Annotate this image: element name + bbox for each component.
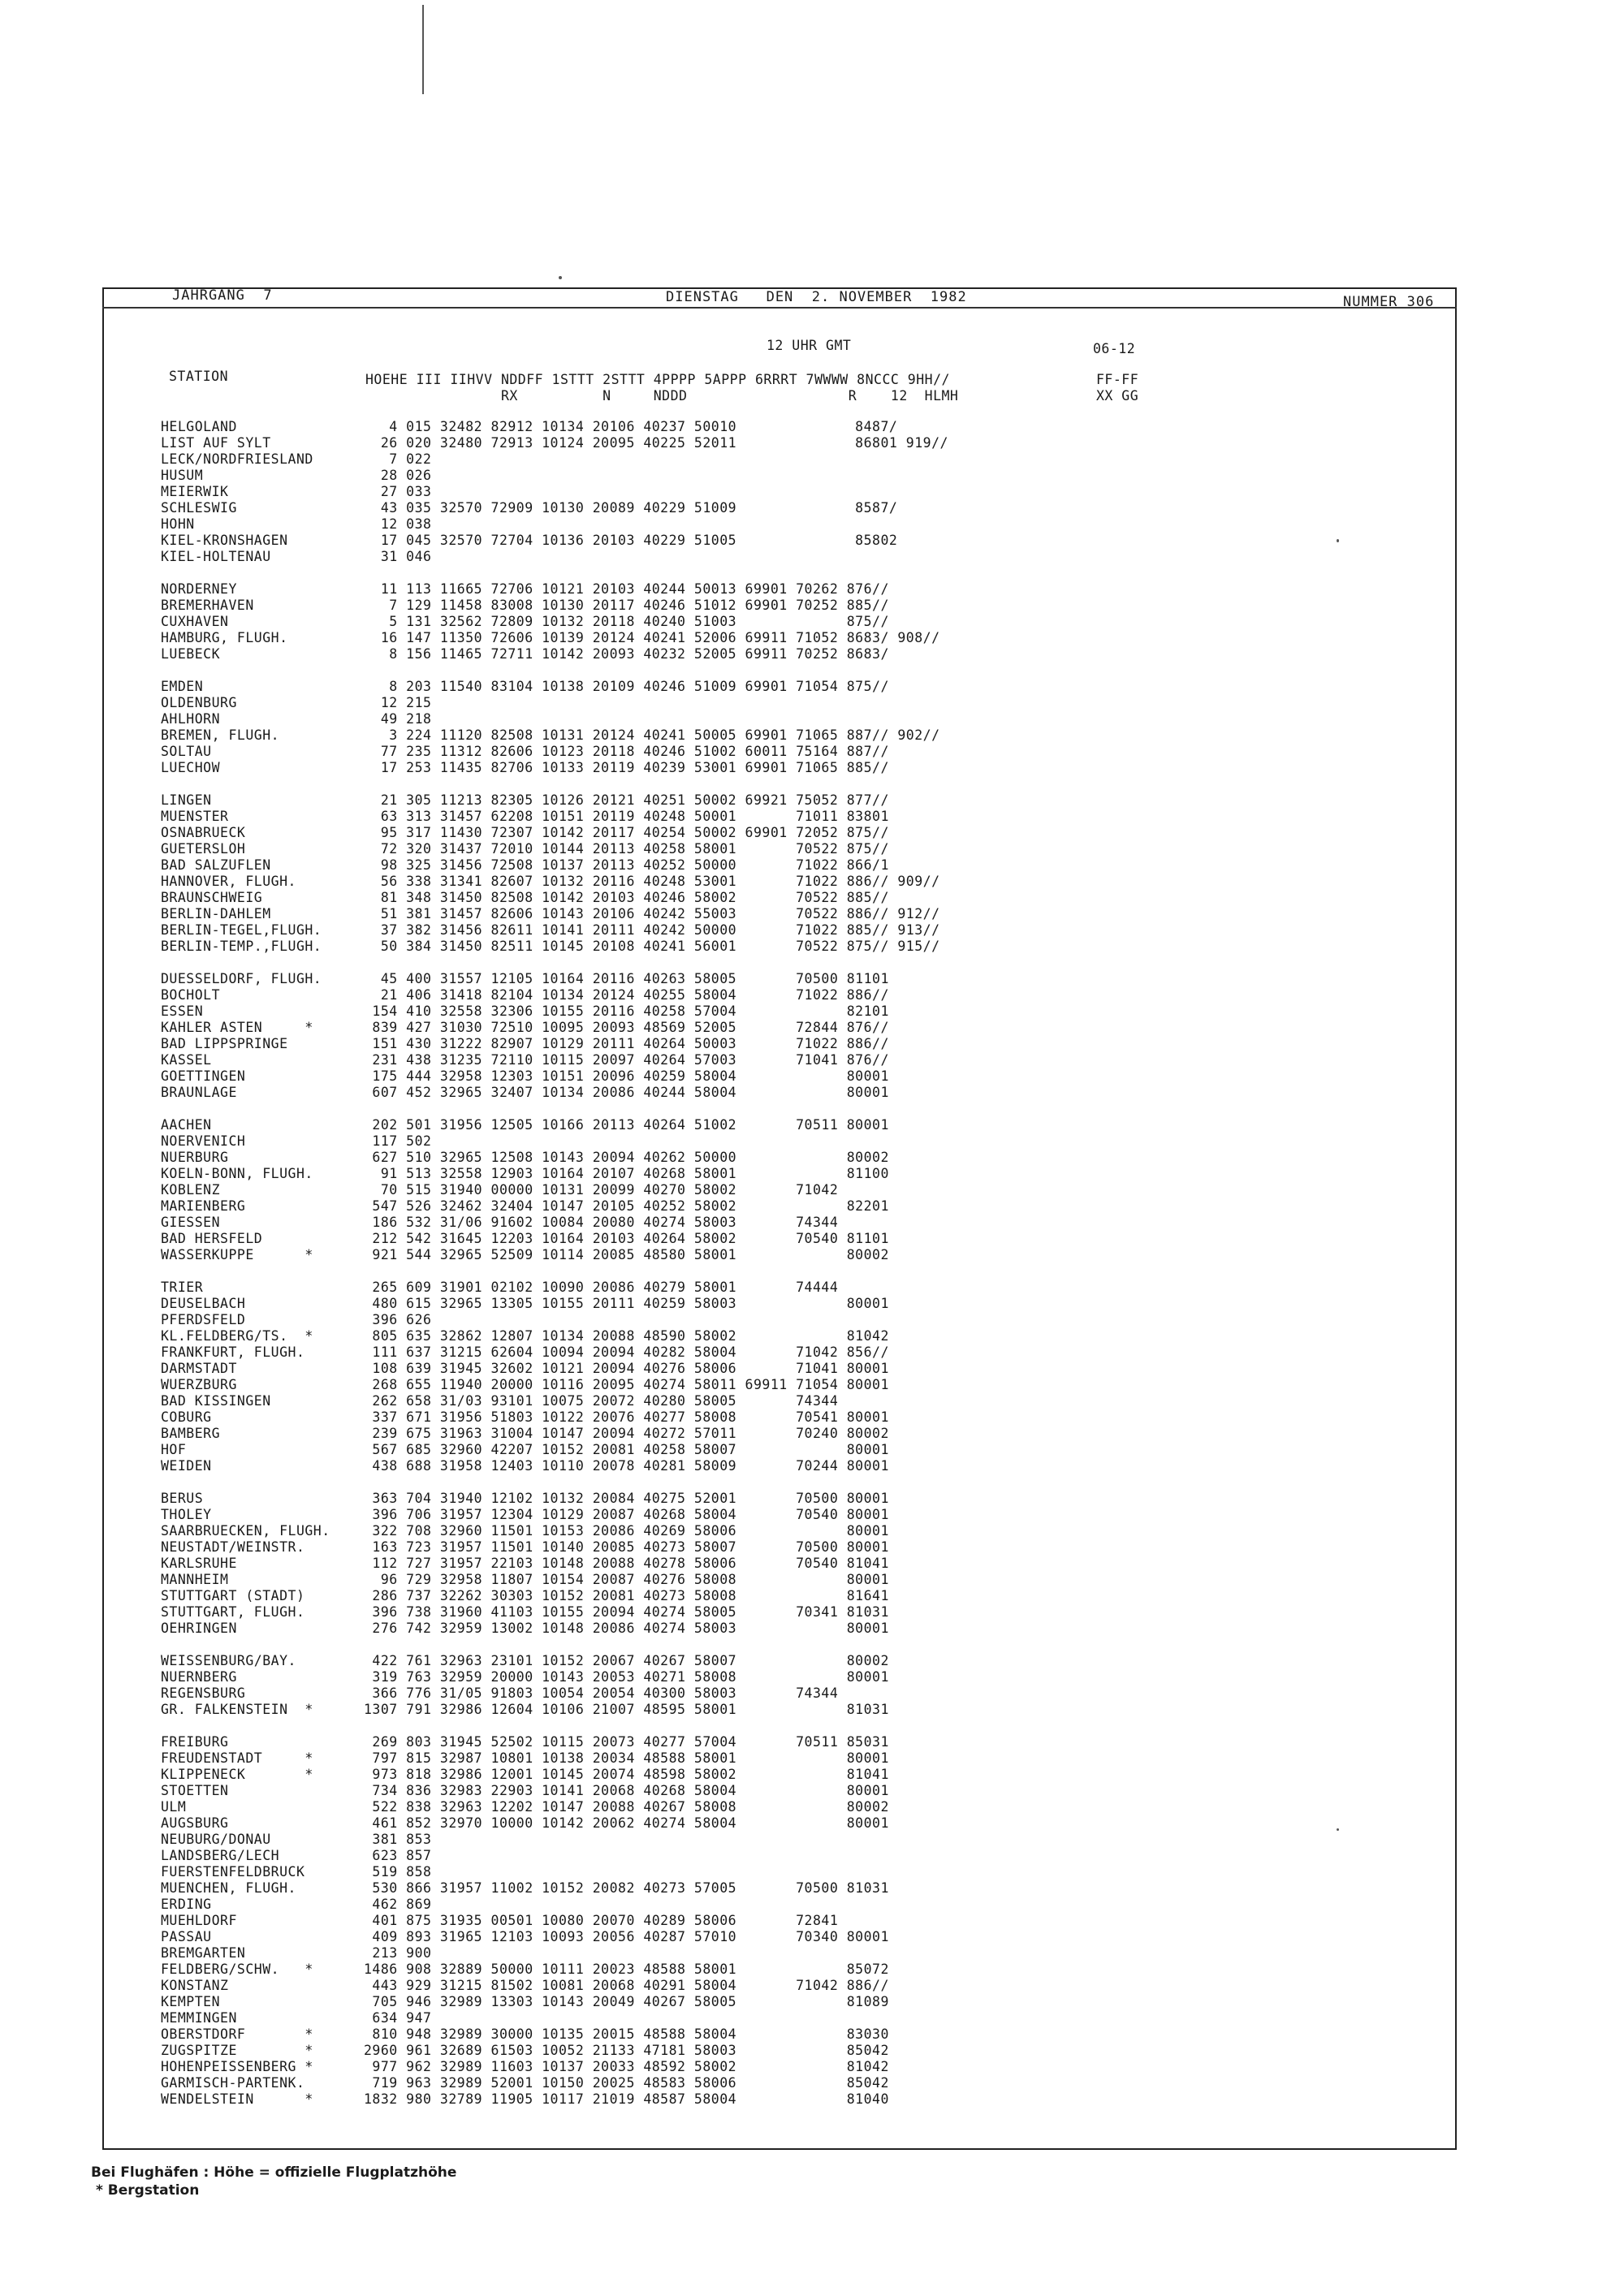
table-row: 409 893 31965 12103 10093 20056 40287 57010 70340 80001 (364, 1929, 889, 1944)
table-row: 810 948 32989 30000 10135 20015 48588 58004 83030 (364, 2026, 889, 2042)
station-name: DEUSELBACH (161, 1296, 246, 1311)
ff-period-label: 06-12 (1093, 341, 1136, 356)
station-name: AHLHORN (161, 711, 221, 727)
table-row: 422 761 32963 23101 10152 20067 40267 58007 80002 (364, 1653, 889, 1668)
station-name: WEISSENBURG/BAY. (161, 1653, 296, 1668)
table-row: 154 410 32558 32306 10155 20116 40258 57004 82101 (364, 1003, 889, 1019)
table-row: 7 129 11458 83008 10130 20117 40246 51012 69901 70252 885// (364, 598, 889, 613)
station-name: KARLSRUHE (161, 1556, 237, 1571)
station-name: BOCHOLT (161, 987, 221, 1003)
group-spacer (161, 662, 330, 679)
group-spacer (364, 1474, 948, 1491)
station-name: SCHLESWIG (161, 500, 237, 516)
table-row: 43 035 32570 72909 10130 20089 40229 51009 8587/ (364, 500, 898, 516)
station-name: MANNHEIM (161, 1572, 229, 1587)
station-name: GIESSEN (161, 1215, 221, 1230)
table-row: 21 406 31418 82104 10134 20124 40255 58004 71022 886// (364, 987, 889, 1003)
station-name: PASSAU (161, 1929, 212, 1944)
table-row: 50 384 31450 82511 10145 20108 40241 56001 70522 875// 915// (364, 939, 940, 954)
station-name: LIST AUF SYLT (161, 435, 271, 451)
station-name: OLDENBURG (161, 695, 237, 710)
station-name: OSNABRUECK (161, 825, 246, 840)
table-row: 12 038 (364, 516, 432, 532)
table-row: 1832 980 32789 11905 10117 21019 48587 58004 81040 (364, 2091, 889, 2107)
station-name: HUSUM (161, 468, 204, 483)
station-name: WUERZBURG (161, 1377, 237, 1392)
station-name: STUTTGART (STADT) (161, 1588, 305, 1603)
table-row: 438 688 31958 12403 10110 20078 40281 58009 70244 80001 (364, 1458, 889, 1474)
group-spacer (364, 776, 948, 792)
table-row: 519 858 (364, 1864, 432, 1880)
group-spacer (364, 1263, 948, 1280)
station-name: HOF (161, 1442, 187, 1457)
table-row: 480 615 32965 13305 10155 20111 40259 58003 80001 (364, 1296, 889, 1311)
table-row: 11 113 11665 72706 10121 20103 40244 50013 69901 70262 876// (364, 581, 889, 597)
table-row: 461 852 32970 10000 10142 20062 40274 58004 80001 (364, 1815, 889, 1831)
station-name: BERLIN-TEMP.,FLUGH. (161, 939, 322, 954)
group-spacer (364, 1718, 948, 1734)
table-row: 401 875 31935 00501 10080 20070 40289 58006 72841 (364, 1913, 839, 1928)
station-name: MEIERWIK (161, 484, 229, 499)
table-row: 108 639 31945 32602 10121 20094 40276 58006 71041 80001 (364, 1361, 889, 1376)
table-row: 239 675 31963 31004 10147 20094 40272 57011 70240 80002 (364, 1426, 889, 1441)
station-name: EMDEN (161, 679, 204, 694)
column-header-line2: RX N NDDD R 12 HLMH (365, 388, 959, 404)
table-row: 186 532 31/06 91602 10084 20080 40274 58003 74344 (364, 1215, 839, 1230)
table-row: 17 253 11435 82706 10133 20119 40239 53001 69901 71065 885// (364, 760, 889, 775)
table-row: 63 313 31457 62208 10151 20119 40248 50001 71011 83801 (364, 809, 889, 824)
table-row: 719 963 32989 52001 10150 20025 48583 58006 85042 (364, 2075, 889, 2091)
table-row: 268 655 11940 20000 10116 20095 40274 58011 69911 71054 80001 (364, 1377, 889, 1392)
station-name: KIEL-HOLTENAU (161, 549, 271, 564)
station-name: WASSERKUPPE * (161, 1247, 313, 1262)
table-row: 337 671 31956 51803 10122 20076 40277 58008 70541 80001 (364, 1409, 889, 1425)
table-row: 81 348 31450 82508 10142 20103 40246 58002 70522 885// (364, 890, 889, 905)
station-name: BRAUNSCHWEIG (161, 890, 263, 905)
table-row: 213 900 (364, 1945, 432, 1961)
table-row: 366 776 31/05 91803 10054 20054 40300 58003 74344 (364, 1685, 839, 1701)
table-row: 37 382 31456 82611 10141 20111 40242 50000 71022 885// 913// (364, 922, 940, 938)
station-name: CUXHAVEN (161, 614, 229, 629)
station-name: FREUDENSTADT * (161, 1750, 313, 1766)
table-row: 627 510 32965 12508 10143 20094 40262 50000 80002 (364, 1150, 889, 1165)
table-row: 95 317 11430 72307 10142 20117 40254 50002 69901 72052 875// (364, 825, 889, 840)
scan-speck (559, 276, 562, 279)
table-row: 381 853 (364, 1832, 432, 1847)
table-row: 49 218 (364, 711, 432, 727)
table-row: 269 803 31945 52502 10115 20073 40277 57004 70511 85031 (364, 1734, 889, 1750)
table-row: 396 626 (364, 1312, 432, 1327)
group-spacer (161, 776, 330, 792)
observation-table (364, 419, 948, 2108)
legend-mountain-station: * Bergstation (96, 2182, 200, 2199)
station-name: BAD LIPPSPRINGE (161, 1036, 288, 1051)
station-name: BERUS (161, 1491, 204, 1506)
station-name: KLIPPENECK * (161, 1767, 313, 1782)
station-name: OBERSTDORF * (161, 2026, 313, 2042)
group-spacer (161, 565, 330, 581)
station-name: MUEHLDORF (161, 1913, 237, 1928)
table-row: 396 706 31957 12304 10129 20087 40268 58004 70540 80001 (364, 1507, 889, 1522)
station-name: KONSTANZ (161, 1978, 229, 1993)
station-name: COBURG (161, 1409, 212, 1425)
table-row: 396 738 31960 41103 10155 20094 40274 58005 70341 81031 (364, 1604, 889, 1620)
station-name: LANDSBERG/LECH (161, 1848, 280, 1863)
table-row: 5 131 32562 72809 10132 20118 40240 51003 875// (364, 614, 889, 629)
table-row: 522 838 32963 12202 10147 20088 40267 58008 80002 (364, 1799, 889, 1815)
table-row: 45 400 31557 12105 10164 20116 40263 58005 70500 81101 (364, 971, 889, 986)
station-name: KOELN-BONN, FLUGH. (161, 1166, 313, 1181)
station-name: AUGSBURG (161, 1815, 229, 1831)
table-row: 262 658 31/03 93101 10075 20072 40280 58005 74344 (364, 1393, 839, 1409)
table-row: 111 637 31215 62604 10094 20094 40282 58004 71042 856// (364, 1344, 889, 1360)
station-name: NUERNBERG (161, 1669, 237, 1685)
station-name: BERLIN-TEGEL,FLUGH. (161, 922, 322, 938)
station-name: WENDELSTEIN * (161, 2091, 313, 2107)
station-name: REGENSBURG (161, 1685, 246, 1701)
table-row: 839 427 31030 72510 10095 20093 48569 52005 72844 876// (364, 1020, 889, 1035)
table-row: 363 704 31940 12102 10132 20084 40275 52001 70500 80001 (364, 1491, 889, 1506)
station-name: AACHEN (161, 1117, 212, 1133)
table-row: 77 235 11312 82606 10123 20118 40246 51002 60011 75164 887// (364, 744, 889, 759)
station-name: MUENCHEN, FLUGH. (161, 1880, 296, 1896)
station-name: GARMISCH-PARTENK. (161, 2075, 305, 2091)
station-name: HELGOLAND (161, 419, 237, 434)
table-row: 12 215 (364, 695, 432, 710)
group-spacer (161, 1101, 330, 1117)
station-name: BAD HERSFELD (161, 1231, 263, 1246)
station-name: THOLEY (161, 1507, 212, 1522)
station-name: SOLTAU (161, 744, 212, 759)
group-spacer (161, 1263, 330, 1280)
station-name: TRIER (161, 1280, 204, 1295)
station-name: FELDBERG/SCHW. * (161, 1962, 313, 1977)
table-row: 28 026 (364, 468, 432, 483)
station-name: GR. FALKENSTEIN * (161, 1702, 313, 1717)
table-row: 202 501 31956 12505 10166 20113 40264 51002 70511 80001 (364, 1117, 889, 1133)
station-name: NEUBURG/DONAU (161, 1832, 271, 1847)
station-name: ZUGSPITZE * (161, 2043, 313, 2058)
station-name: NOERVENICH (161, 1133, 246, 1149)
station-name: ESSEN (161, 1003, 204, 1019)
table-row: 16 147 11350 72606 10139 20124 40241 52006 69911 71052 8683/ 908// (364, 630, 940, 645)
column-header-line1: HOEHE III IIHVV NDDFF 1STTT 2STTT 4PPPP 5APPP 6RRRT 7WWWW 8NCCC 9HH// (365, 372, 950, 387)
station-name: KAHLER ASTEN * (161, 1020, 313, 1035)
ff-header-line2: XX GG (1096, 388, 1139, 404)
station-name: BREMEN, FLUGH. (161, 727, 280, 743)
station-name: LUEBECK (161, 646, 221, 662)
table-row: 734 836 32983 22903 10141 20068 40268 58004 80001 (364, 1783, 889, 1798)
legend-airports: Bei Flughäfen : Höhe = offizielle Flugplatzhöhe (91, 2164, 457, 2181)
table-row: 319 763 32959 20000 10143 20053 40271 58008 80001 (364, 1669, 889, 1685)
table-row: 705 946 32989 13303 10143 20049 40267 58005 81089 (364, 1994, 889, 2009)
table-row: 70 515 31940 00000 10131 20099 40270 58002 71042 (364, 1182, 839, 1198)
station-name: DARMSTADT (161, 1361, 237, 1376)
station-name: MARIENBERG (161, 1198, 246, 1214)
group-spacer (364, 1101, 948, 1117)
station-name: FREIBURG (161, 1734, 229, 1750)
table-row: 462 869 (364, 1897, 432, 1912)
table-row: 175 444 32958 12303 10151 20096 40259 58004 80001 (364, 1068, 889, 1084)
station-name: ERDING (161, 1897, 212, 1912)
table-row: 231 438 31235 72110 10115 20097 40264 57003 71041 876// (364, 1052, 889, 1068)
table-row: 623 857 (364, 1848, 432, 1863)
group-spacer (161, 1637, 330, 1653)
header-divider (102, 307, 1457, 309)
group-spacer (161, 955, 330, 971)
table-row: 634 947 (364, 2010, 432, 2026)
station-name: PFERDSFELD (161, 1312, 246, 1327)
table-row: 443 929 31215 81502 10081 20068 40291 58004 71042 886// (364, 1978, 889, 1993)
table-row: 117 502 (364, 1133, 432, 1149)
station-name: BERLIN-DAHLEM (161, 906, 271, 921)
table-row: 322 708 32960 11501 10153 20086 40269 58006 80001 (364, 1523, 889, 1539)
station-name: HOHN (161, 516, 195, 532)
table-row: 567 685 32960 42207 10152 20081 40258 58007 80001 (364, 1442, 889, 1457)
station-name: GOETTINGEN (161, 1068, 246, 1084)
scan-speck (1337, 539, 1339, 542)
table-row: 286 737 32262 30303 10152 20081 40273 58008 81641 (364, 1588, 889, 1603)
scan-mark (422, 5, 424, 94)
station-name: WEIDEN (161, 1458, 212, 1474)
table-row: 98 325 31456 72508 10137 20113 40252 50000 71022 866/1 (364, 857, 889, 873)
group-spacer (161, 1718, 330, 1734)
station-name: KL.FELDBERG/TS. * (161, 1328, 313, 1344)
station-name: ULM (161, 1799, 187, 1815)
station-name: BREMGARTEN (161, 1945, 246, 1961)
table-row: 7 022 (364, 451, 432, 467)
station-name: OEHRINGEN (161, 1621, 237, 1636)
station-name: LUECHOW (161, 760, 221, 775)
table-row: 4 015 32482 82912 10134 20106 40237 50010 8487/ (364, 419, 898, 434)
group-spacer (364, 1637, 948, 1653)
station-name: HAMBURG, FLUGH. (161, 630, 288, 645)
group-spacer (161, 1474, 330, 1491)
table-row: 8 156 11465 72711 10142 20093 40232 52005 69911 70252 8683/ (364, 646, 889, 662)
table-row: 163 723 31957 11501 10140 20085 40273 58007 70500 80001 (364, 1539, 889, 1555)
table-row: 27 033 (364, 484, 432, 499)
table-row: 31 046 (364, 549, 432, 564)
table-row: 805 635 32862 12807 10134 20088 48590 58002 81042 (364, 1328, 889, 1344)
table-row: 265 609 31901 02102 10090 20086 40279 58001 74444 (364, 1280, 839, 1295)
table-row: 96 729 32958 11807 10154 20087 40276 58008 80001 (364, 1572, 889, 1587)
group-spacer (364, 662, 948, 679)
station-name: BAD SALZUFLEN (161, 857, 271, 873)
table-row: 3 224 11120 82508 10131 20124 40241 50005 69901 71065 887// 902// (364, 727, 940, 743)
station-name: HANNOVER, FLUGH. (161, 874, 296, 889)
jahrgang-label: JAHRGANG 7 (172, 287, 273, 304)
table-row: 112 727 31957 22103 10148 20088 40278 58006 70540 81041 (364, 1556, 889, 1571)
table-row: 977 962 32989 11603 10137 20033 48592 58002 81042 (364, 2059, 889, 2074)
table-row: 212 542 31645 12203 10164 20103 40264 58002 70540 81101 (364, 1231, 889, 1246)
group-spacer (364, 565, 948, 581)
table-row: 8 203 11540 83104 10138 20109 40246 51009 69901 71054 875// (364, 679, 889, 694)
station-name: NORDERNEY (161, 581, 237, 597)
table-row: 1307 791 32986 12604 10106 21007 48595 58001 81031 (364, 1702, 889, 1717)
table-row: 973 818 32986 12001 10145 20074 48598 58002 81041 (364, 1767, 889, 1782)
station-name: BREMERHAVEN (161, 598, 254, 613)
time-label: 12 UHR GMT (767, 338, 852, 353)
table-row: 607 452 32965 32407 10134 20086 40244 58004 80001 (364, 1085, 889, 1100)
table-row: 26 020 32480 72913 10124 20095 40225 52011 86801 919// (364, 435, 948, 451)
table-row: 151 430 31222 82907 10129 20111 40264 50003 71022 886// (364, 1036, 889, 1051)
scan-speck (1337, 1828, 1339, 1831)
station-name: LECK/NORDFRIESLAND (161, 451, 313, 467)
station-name: DUESSELDORF, FLUGH. (161, 971, 322, 986)
station-list (161, 419, 330, 2108)
station-name: FUERSTENFELDBRUCK (161, 1864, 305, 1880)
table-row: 72 320 31437 72010 10144 20113 40258 58001 70522 875// (364, 841, 889, 857)
station-name: GUETERSLOH (161, 841, 246, 857)
table-row: 17 045 32570 72704 10136 20103 40229 51005 85802 (364, 533, 898, 548)
station-name: NEUSTADT/WEINSTR. (161, 1539, 305, 1555)
nummer-label: NUMMER 306 (1343, 294, 1435, 310)
station-name: KOBLENZ (161, 1182, 221, 1198)
table-row: 91 513 32558 12903 10164 20107 40268 58001 81100 (364, 1166, 889, 1181)
table-row: 1486 908 32889 50000 10111 20023 48588 58001 85072 (364, 1962, 889, 1977)
table-row: 530 866 31957 11002 10152 20082 40273 57005 70500 81031 (364, 1880, 889, 1896)
station-name: KEMPTEN (161, 1994, 221, 2009)
station-name: KASSEL (161, 1052, 212, 1068)
station-name: BAD KISSINGEN (161, 1393, 271, 1409)
table-row: 56 338 31341 82607 10132 20116 40248 53001 71022 886// 909// (364, 874, 940, 889)
station-name: KIEL-KRONSHAGEN (161, 533, 288, 548)
table-row: 2960 961 32689 61503 10052 21133 47181 58003 85042 (364, 2043, 889, 2058)
station-name: BRAUNLAGE (161, 1085, 237, 1100)
table-row: 21 305 11213 82305 10126 20121 40251 50002 69921 75052 877// (364, 792, 889, 808)
group-spacer (364, 955, 948, 971)
station-name: MUENSTER (161, 809, 229, 824)
station-name: NUERBURG (161, 1150, 229, 1165)
table-row: 797 815 32987 10801 10138 20034 48588 58001 80001 (364, 1750, 889, 1766)
table-row: 547 526 32462 32404 10147 20105 40252 58002 82201 (364, 1198, 889, 1214)
station-name: MEMMINGEN (161, 2010, 237, 2026)
station-name: BAMBERG (161, 1426, 221, 1441)
table-row: 51 381 31457 82606 10143 20106 40242 55003 70522 886// 912// (364, 906, 940, 921)
table-row: 276 742 32959 13002 10148 20086 40274 58003 80001 (364, 1621, 889, 1636)
ff-header-line1: FF-FF (1096, 372, 1139, 387)
station-column-header: STATION (169, 369, 229, 384)
station-name: STOETTEN (161, 1783, 229, 1798)
station-name: HOHENPEISSENBERG * (161, 2059, 313, 2074)
date-label: DIENSTAG DEN 2. NOVEMBER 1982 (666, 289, 967, 305)
station-name: STUTTGART, FLUGH. (161, 1604, 305, 1620)
station-name: SAARBRUECKEN, FLUGH. (161, 1523, 330, 1539)
station-name: FRANKFURT, FLUGH. (161, 1344, 305, 1360)
station-name: LINGEN (161, 792, 212, 808)
table-row: 921 544 32965 52509 10114 20085 48580 58001 80002 (364, 1247, 889, 1262)
